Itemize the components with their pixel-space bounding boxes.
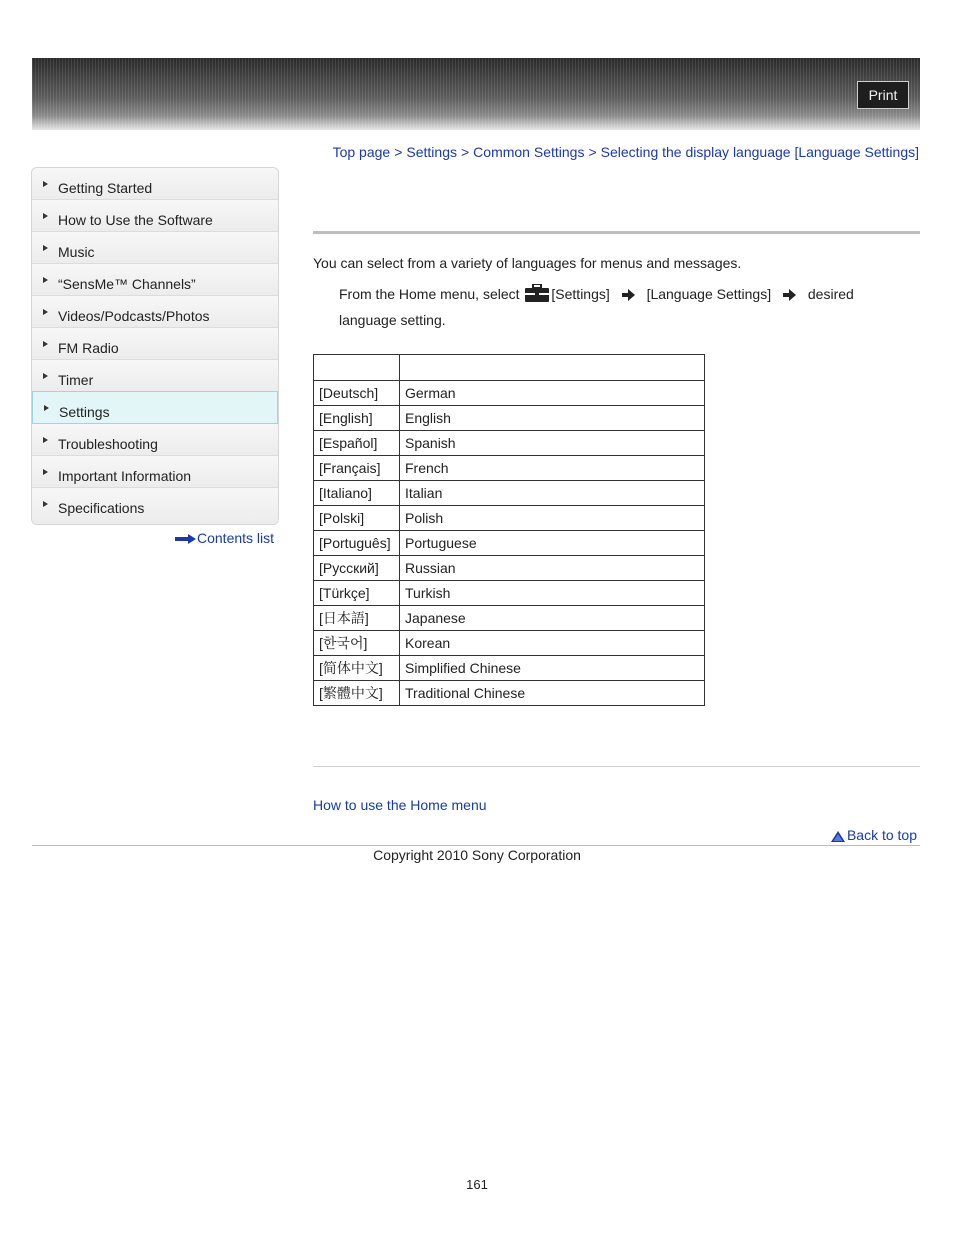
table-cell-setting: [Português] xyxy=(314,531,400,556)
table-row xyxy=(314,381,705,406)
table-row xyxy=(314,681,705,706)
table-cell-setting: [English] xyxy=(314,406,400,431)
back-to-top-link[interactable] xyxy=(831,827,917,843)
breadcrumb-common-settings[interactable]: Common Settings xyxy=(473,144,585,160)
step-settings: [Settings] xyxy=(551,286,610,302)
language-table xyxy=(313,354,705,706)
sidebar-item-label: FM Radio xyxy=(58,340,119,356)
table-row xyxy=(314,481,705,506)
table-row xyxy=(314,606,705,631)
sidebar-item-fm-radio[interactable] xyxy=(32,328,278,360)
table-cell-setting: [日本語] xyxy=(314,606,400,631)
sidebar-item-label: “SensMe™ Channels” xyxy=(58,276,196,292)
table-row xyxy=(314,556,705,581)
arrow-right-icon xyxy=(783,285,796,308)
caret-right-icon xyxy=(43,341,48,347)
sidebar-item-label: Troubleshooting xyxy=(58,436,158,452)
arrow-right-icon xyxy=(175,531,197,547)
triangle-up-icon xyxy=(831,831,845,842)
sidebar-item-timer[interactable] xyxy=(32,360,278,392)
sidebar-nav xyxy=(31,167,279,525)
table-cell-setting: [Deutsch] xyxy=(314,381,400,406)
sidebar-item-how-to-use-software[interactable] xyxy=(32,200,278,232)
breadcrumb-current-page[interactable]: Selecting the display language [Language Settings] xyxy=(600,144,919,160)
sidebar-item-troubleshooting[interactable] xyxy=(32,424,278,456)
step-language-settings: [Language Settings] xyxy=(646,286,772,302)
sidebar-item-settings[interactable] xyxy=(32,391,278,424)
copyright-text: Copyright 2010 Sony Corporation xyxy=(373,847,581,863)
table-cell-setting: [繁體中文] xyxy=(314,681,400,706)
table-row xyxy=(314,631,705,656)
back-to-top-label: Back to top xyxy=(846,827,917,843)
table-cell-setting: [Italiano] xyxy=(314,481,400,506)
table-cell-setting: [Français] xyxy=(314,456,400,481)
breadcrumb-separator: > xyxy=(460,144,470,160)
table-cell-language: Korean xyxy=(400,631,705,656)
sidebar-item-label: Timer xyxy=(58,372,94,388)
sidebar-item-label: Music xyxy=(58,244,95,260)
table-row xyxy=(314,431,705,456)
caret-right-icon xyxy=(43,213,48,219)
table-cell-language: German xyxy=(400,381,705,406)
intro-text: You can select from a variety of languages for menus and messages. xyxy=(313,255,742,271)
table-cell-language: Turkish xyxy=(400,581,705,606)
toolbox-settings-icon xyxy=(525,284,549,309)
sidebar-item-label: Videos/Podcasts/Photos xyxy=(58,308,210,324)
breadcrumb xyxy=(333,144,919,160)
table-row xyxy=(314,581,705,606)
table-cell-setting: [简体中文] xyxy=(314,656,400,681)
sidebar-item-label: Settings xyxy=(59,404,110,420)
table-row xyxy=(314,531,705,556)
table-row xyxy=(314,506,705,531)
arrow-right-icon xyxy=(622,285,635,308)
breadcrumb-separator: > xyxy=(394,144,403,160)
table-cell-language: Italian xyxy=(400,481,705,506)
table-cell-language: Russian xyxy=(400,556,705,581)
table-cell-setting: [Русский] xyxy=(314,556,400,581)
table-header-cell xyxy=(314,355,400,381)
related-link-home-menu[interactable]: How to use the Home menu xyxy=(313,797,487,813)
table-cell-language: Polish xyxy=(400,506,705,531)
table-cell-language: Japanese xyxy=(400,606,705,631)
caret-right-icon xyxy=(43,373,48,379)
table-cell-language: French xyxy=(400,456,705,481)
table-cell-setting: [Español] xyxy=(314,431,400,456)
table-cell-setting: [Türkçe] xyxy=(314,581,400,606)
step-instruction xyxy=(339,283,914,332)
caret-right-icon xyxy=(43,469,48,475)
table-cell-language: Traditional Chinese xyxy=(400,681,705,706)
sidebar-item-getting-started[interactable] xyxy=(32,168,278,200)
sidebar-item-label: Important Information xyxy=(58,468,192,484)
section-divider xyxy=(313,766,920,767)
sidebar-item-specifications[interactable] xyxy=(32,488,278,524)
sidebar-item-music[interactable] xyxy=(32,232,278,264)
table-cell-language: Portuguese xyxy=(400,531,705,556)
contents-list-label: Contents list xyxy=(197,530,275,546)
table-row xyxy=(314,406,705,431)
title-divider xyxy=(313,231,920,234)
table-cell-setting: [한국어] xyxy=(314,631,400,656)
sidebar-item-label: How to Use the Software xyxy=(58,212,213,228)
caret-right-icon xyxy=(43,501,48,507)
caret-right-icon xyxy=(44,405,49,411)
contents-list-link[interactable] xyxy=(175,530,274,547)
table-cell-language: Simplified Chinese xyxy=(400,656,705,681)
step-suffix: desired language setting. xyxy=(339,286,854,328)
footer-divider xyxy=(32,845,920,846)
table-row xyxy=(314,456,705,481)
table-header-row xyxy=(314,355,705,381)
print-button[interactable]: Print xyxy=(857,81,909,109)
sidebar-item-label: Getting Started xyxy=(58,180,153,196)
table-cell-language: English xyxy=(400,406,705,431)
caret-right-icon xyxy=(43,181,48,187)
table-cell-language: Spanish xyxy=(400,431,705,456)
table-cell-setting: [Polski] xyxy=(314,506,400,531)
sidebar-item-label: Specifications xyxy=(58,500,145,516)
caret-right-icon xyxy=(43,277,48,283)
caret-right-icon xyxy=(43,245,48,251)
sidebar-item-sensme-channels[interactable] xyxy=(32,264,278,296)
table-row xyxy=(314,656,705,681)
caret-right-icon xyxy=(43,437,48,443)
page-number: 161 xyxy=(466,1177,488,1192)
header-banner xyxy=(32,58,920,130)
step-prefix: From the Home menu, select xyxy=(339,286,520,302)
breadcrumb-top-page[interactable]: Top page xyxy=(332,144,391,160)
sidebar-item-videos-podcasts-photos[interactable] xyxy=(32,296,278,328)
caret-right-icon xyxy=(43,309,48,315)
breadcrumb-settings[interactable]: Settings xyxy=(406,144,457,160)
sidebar-item-important-information[interactable] xyxy=(32,456,278,488)
breadcrumb-separator: > xyxy=(588,144,597,160)
table-header-cell xyxy=(400,355,705,381)
